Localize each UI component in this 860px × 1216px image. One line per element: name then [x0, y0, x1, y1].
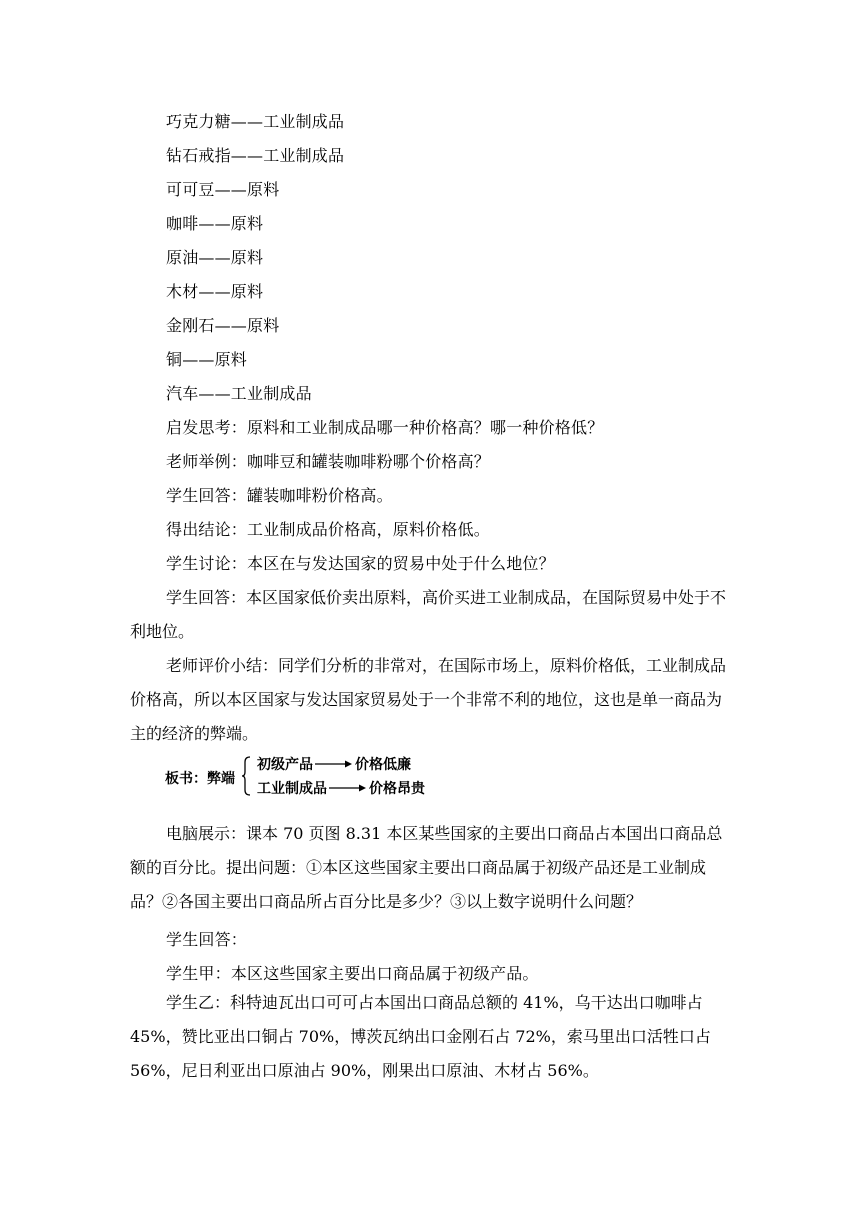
pair-line: 可可豆——原料: [166, 180, 280, 199]
board-primary-products: 初级产品: [257, 757, 313, 773]
board-label: 板书：弊端: [165, 771, 235, 787]
summary-text: 老师评价小结：同学们分析的非常对，在国际市场上，原料价格低，工业制成品价格高，所以本区国家与发达国家贸易处于一个非常不利的地位，这也是单一商品为主的经济的弊端。: [130, 656, 727, 743]
pair-line: 木材——原料: [166, 282, 264, 301]
board-price-low: 价格低廉: [355, 757, 411, 773]
board-row-primary: [257, 754, 411, 774]
pair-line: 汽车——工业制成品: [166, 384, 312, 403]
pair-line: 巧克力糖——工业制成品: [166, 112, 345, 131]
answer-paragraph: [130, 581, 730, 649]
dialogue-line: 学生回答：罐装咖啡粉价格高。: [166, 486, 393, 505]
arrow-right-icon: [329, 783, 367, 793]
student-b-text: 学生乙：科特迪瓦出口可可占本国出口商品总额的 41%，乌干达出口咖啡占 45%，赞比亚出口铜占 70%，博茨瓦纳出口金刚石占 72%，索马里出口活牲口占 56%，尼日利亚出口原油占 90%，刚果出口原油、木材占 56%。: [130, 993, 711, 1080]
pair-line: 金刚石——原料: [166, 316, 280, 335]
pair-line: 原油——原料: [166, 248, 264, 267]
display-paragraph: [130, 817, 730, 919]
blackboard-diagram: [165, 752, 465, 802]
dialogue-line: 得出结论：工业制成品价格高，原料价格低。: [166, 520, 491, 539]
board-price-high: 价格昂贵: [369, 781, 425, 797]
summary-paragraph: [130, 649, 730, 751]
board-manufactured-goods: 工业制成品: [257, 781, 327, 797]
student-answer-label: 学生回答：: [166, 930, 248, 949]
dialogue-line: 学生讨论：本区在与发达国家的贸易中处于什么地位？: [166, 554, 555, 573]
answer-text: 学生回答：本区国家低价卖出原料，高价买进工业制成品，在国际贸易中处于不利地位。: [130, 588, 727, 641]
dialogue-line: 老师举例：咖啡豆和罐装咖啡粉哪个价格高？: [166, 452, 491, 471]
board-row-manufactured: [257, 778, 425, 798]
student-b-paragraph: [130, 986, 730, 1088]
pair-line: 铜——原料: [166, 350, 248, 369]
arrow-right-icon: [315, 759, 353, 769]
brace-icon: [241, 756, 251, 796]
display-text: 电脑展示：课本 70 页图 8.31 本区某些国家的主要出口商品占本国出口商品总额的百分比。提出问题：①本区这些国家主要出口商品属于初级产品还是工业制成品？②各国主要出口商品所占百分比是多少？③以上数字说明什么问题？: [130, 824, 723, 911]
pair-line: 钻石戒指——工业制成品: [166, 146, 345, 165]
pair-line: 咖啡——原料: [166, 214, 264, 233]
student-a-text: 学生甲：本区这些国家主要出口商品属于初级产品。: [166, 964, 539, 983]
dialogue-line: 启发思考：原料和工业制成品哪一种价格高？哪一种价格低？: [166, 418, 604, 437]
